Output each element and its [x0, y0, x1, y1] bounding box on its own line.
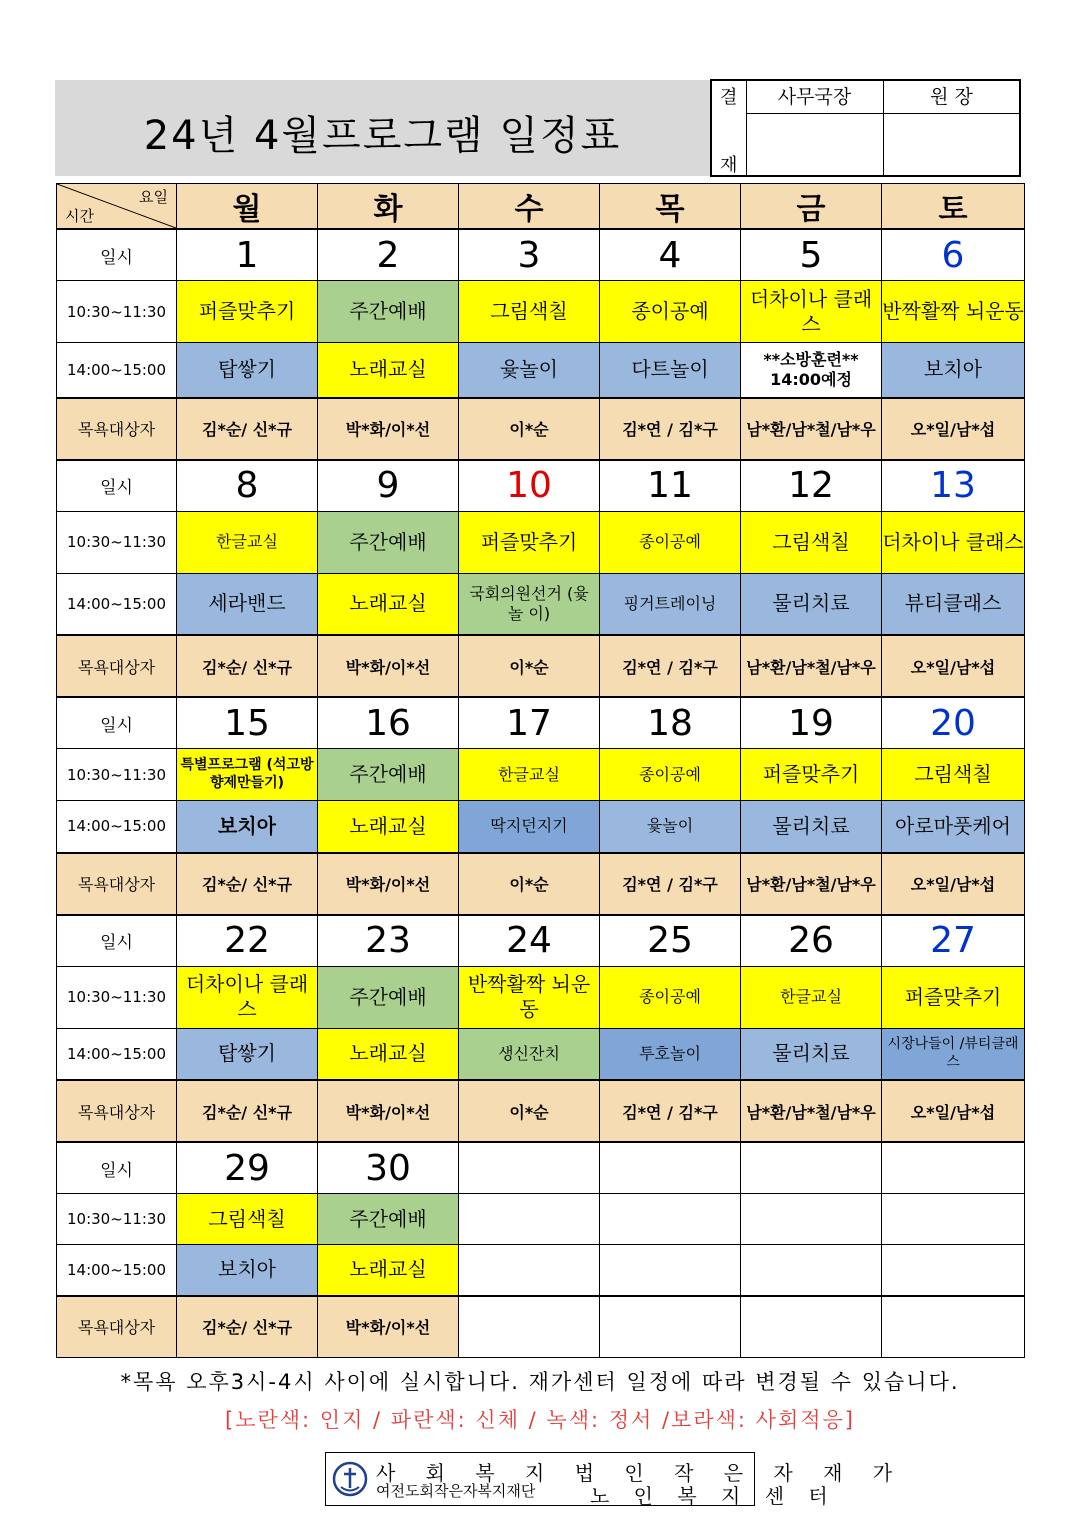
- bath-cell: 박*화/이*선: [318, 398, 459, 460]
- approval-label: [712, 81, 747, 175]
- activity-cell: [600, 1245, 741, 1296]
- activity-cell-notice: **소방훈련** 14:00예정: [741, 343, 882, 398]
- afternoon-row: [57, 343, 1025, 398]
- activity-cell: 딱지던지기: [459, 801, 600, 853]
- activity-cell: 더차이나 클래스: [882, 511, 1025, 573]
- bath-cell: 남*환/남*철/남*우: [741, 853, 882, 915]
- approval-label-top: 결: [720, 87, 738, 108]
- activity-cell: 노래교실: [318, 1245, 459, 1296]
- activity-cell: 그림색칠: [177, 1194, 318, 1245]
- day-header-fri: 금: [741, 184, 882, 230]
- activity-cell: 그림색칠: [741, 511, 882, 573]
- date-row: [57, 1142, 1025, 1194]
- activity-cell: 반짝활짝 뇌운동: [459, 966, 600, 1028]
- activity-cell: 탑쌓기: [177, 343, 318, 398]
- corner-cell: [57, 184, 177, 230]
- date-cell: 17: [459, 697, 600, 749]
- day-header-mon: 월: [177, 184, 318, 230]
- date-cell: 30: [318, 1142, 459, 1194]
- date-cell-saturday: 20: [882, 697, 1025, 749]
- activity-cell: 윷놀이: [459, 343, 600, 398]
- date-cell: 26: [741, 915, 882, 967]
- morning-row: [57, 966, 1025, 1028]
- activity-cell: [882, 1245, 1025, 1296]
- activity-cell: 주간예배: [318, 966, 459, 1028]
- date-row: [57, 697, 1025, 749]
- footer-line-2: 여전도회작은자복지재단: [376, 1482, 536, 1500]
- day-header-tue: 화: [318, 184, 459, 230]
- bath-cell: 김*순/ 신*규: [177, 1080, 318, 1142]
- activity-cell: 보치아: [177, 801, 318, 853]
- bath-cell-empty: [459, 1296, 600, 1358]
- bath-cell: 오*일/남*섭: [882, 853, 1025, 915]
- bath-cell: 박*화/이*선: [318, 1296, 459, 1358]
- activity-cell: 더차이나 클래스: [741, 281, 882, 343]
- bath-cell: 김*연 / 김*구: [600, 853, 741, 915]
- activity-cell: 한글교실: [741, 966, 882, 1028]
- approval-col-director: 사무국장: [746, 81, 884, 114]
- bath-cell: 김*순/ 신*규: [177, 635, 318, 697]
- activity-cell: 윷놀이: [600, 801, 741, 853]
- date-cell: 29: [177, 1142, 318, 1194]
- activity-cell: 한글교실: [459, 749, 600, 801]
- footer-line-3: 노 인 복 지 센 터: [590, 1484, 837, 1508]
- date-cell: 15: [177, 697, 318, 749]
- activity-cell: 물리치료: [741, 1028, 882, 1080]
- bath-cell-empty: [882, 1296, 1025, 1358]
- weekday-header-row: [57, 184, 1025, 230]
- bath-row: [57, 398, 1025, 460]
- day-header-sat: 토: [882, 184, 1025, 230]
- date-cell-saturday: 13: [882, 460, 1025, 512]
- date-cell: 16: [318, 697, 459, 749]
- organization-footer: [325, 1452, 905, 1508]
- bath-cell: 이*순: [459, 635, 600, 697]
- bath-cell: 김*순/ 신*규: [177, 853, 318, 915]
- date-row: [57, 460, 1025, 512]
- activity-cell: [600, 1194, 741, 1245]
- activity-cell: 물리치료: [741, 573, 882, 635]
- activity-cell: 세라밴드: [177, 573, 318, 635]
- bath-cell: 김*순/ 신*규: [177, 398, 318, 460]
- activity-cell: 노래교실: [318, 801, 459, 853]
- morning-row: [57, 281, 1025, 343]
- activity-cell: [882, 1194, 1025, 1245]
- activity-cell: 퍼즐맞추기: [741, 749, 882, 801]
- activity-cell: 종이공예: [600, 281, 741, 343]
- afternoon-row: [57, 1245, 1025, 1296]
- bath-cell: 오*일/남*섭: [882, 1080, 1025, 1142]
- date-cell: [600, 1142, 741, 1194]
- date-label: 일시: [57, 229, 177, 281]
- activity-cell: 노래교실: [318, 1028, 459, 1080]
- date-cell: [741, 1142, 882, 1194]
- time-label-afternoon: 14:00~15:00: [57, 573, 177, 635]
- bath-label: 목욕대상자: [57, 853, 177, 915]
- activity-cell: 보치아: [882, 343, 1025, 398]
- activity-cell: 생신잔치: [459, 1028, 600, 1080]
- date-row: [57, 915, 1025, 967]
- bath-cell: 오*일/남*섭: [882, 398, 1025, 460]
- activity-cell: 퍼즐맞추기: [459, 511, 600, 573]
- approval-box: [710, 79, 1021, 177]
- activity-cell: 핑거트레이닝: [600, 573, 741, 635]
- time-label-morning: 10:30~11:30: [57, 966, 177, 1028]
- activity-cell: 그림색칠: [459, 281, 600, 343]
- afternoon-row: [57, 801, 1025, 853]
- activity-cell: 탑쌓기: [177, 1028, 318, 1080]
- time-label-afternoon: 14:00~15:00: [57, 801, 177, 853]
- time-label-morning: 10:30~11:30: [57, 511, 177, 573]
- activity-cell: 주간예배: [318, 281, 459, 343]
- morning-row: [57, 1194, 1025, 1245]
- bath-label: 목욕대상자: [57, 635, 177, 697]
- morning-row: [57, 511, 1025, 573]
- activity-cell: 투호놀이: [600, 1028, 741, 1080]
- date-cell: 8: [177, 460, 318, 512]
- time-label-afternoon: 14:00~15:00: [57, 343, 177, 398]
- date-cell: 4: [600, 229, 741, 281]
- date-cell-saturday: 27: [882, 915, 1025, 967]
- bath-cell: 박*화/이*선: [318, 1080, 459, 1142]
- date-label: 일시: [57, 915, 177, 967]
- bath-cell: 오*일/남*섭: [882, 635, 1025, 697]
- bath-cell: 박*화/이*선: [318, 635, 459, 697]
- activity-cell: 물리치료: [741, 801, 882, 853]
- bath-cell: 박*화/이*선: [318, 853, 459, 915]
- bath-cell: 김*순/ 신*규: [177, 1296, 318, 1358]
- date-cell: 18: [600, 697, 741, 749]
- activity-cell: 퍼즐맞추기: [177, 281, 318, 343]
- date-cell: 24: [459, 915, 600, 967]
- date-cell-holiday: 10: [459, 460, 600, 512]
- date-cell: 22: [177, 915, 318, 967]
- bath-cell-empty: [600, 1296, 741, 1358]
- date-label: 일시: [57, 697, 177, 749]
- time-label-morning: 10:30~11:30: [57, 281, 177, 343]
- date-cell-saturday: 6: [882, 229, 1025, 281]
- activity-cell: [741, 1245, 882, 1296]
- bath-label: 목욕대상자: [57, 1296, 177, 1358]
- time-label-morning: 10:30~11:30: [57, 749, 177, 801]
- afternoon-row: [57, 573, 1025, 635]
- date-label: 일시: [57, 460, 177, 512]
- bath-cell: 남*환/남*철/남*우: [741, 1080, 882, 1142]
- activity-cell: [459, 1194, 600, 1245]
- corner-time-label: 시간: [65, 207, 94, 225]
- morning-row: [57, 749, 1025, 801]
- approval-col-head: 원 장: [884, 81, 1019, 114]
- date-cell: 23: [318, 915, 459, 967]
- corner-day-label: 요일: [139, 188, 168, 206]
- time-label-afternoon: 14:00~15:00: [57, 1028, 177, 1080]
- activity-cell: 한글교실: [177, 511, 318, 573]
- activity-cell: 시장나들이 /뷰티클래스: [882, 1028, 1025, 1080]
- activity-cell: 노래교실: [318, 343, 459, 398]
- bath-cell: 김*연 / 김*구: [600, 398, 741, 460]
- date-cell: [882, 1142, 1025, 1194]
- date-cell: 1: [177, 229, 318, 281]
- activity-cell: 종이공예: [600, 749, 741, 801]
- activity-cell: 주간예배: [318, 511, 459, 573]
- activity-cell: 다트놀이: [600, 343, 741, 398]
- activity-cell: 보치아: [177, 1245, 318, 1296]
- color-legend-note: [노란색: 인지 / 파란색: 신체 / 녹색: 정서 /보라색: 사회적응]: [225, 1408, 855, 1432]
- activity-cell: 종이공예: [600, 966, 741, 1028]
- activity-cell: 반짝활짝 뇌운동: [882, 281, 1025, 343]
- title-band: [55, 80, 710, 176]
- date-cell: 12: [741, 460, 882, 512]
- date-cell: [459, 1142, 600, 1194]
- bath-cell: 남*환/남*철/남*우: [741, 398, 882, 460]
- activity-cell: 노래교실: [318, 573, 459, 635]
- activity-cell: 주간예배: [318, 749, 459, 801]
- bath-cell: 이*순: [459, 1080, 600, 1142]
- activity-cell: 뷰티클래스: [882, 573, 1025, 635]
- activity-cell: 주간예배: [318, 1194, 459, 1245]
- bath-cell-empty: [741, 1296, 882, 1358]
- bath-time-note: *목욕 오후3시-4시 사이에 실시합니다. 재가센터 일정에 따라 변경될 수 있습니다.: [120, 1370, 960, 1394]
- activity-cell: 더차이나 클래스: [177, 966, 318, 1028]
- day-header-wed: 수: [459, 184, 600, 230]
- page-title: 24년 4월프로그램 일정표: [143, 113, 622, 159]
- date-cell: 5: [741, 229, 882, 281]
- day-header-thu: 목: [600, 184, 741, 230]
- approval-label-bottom: 재: [720, 155, 738, 176]
- date-cell: 19: [741, 697, 882, 749]
- bath-cell: 이*순: [459, 853, 600, 915]
- afternoon-row: [57, 1028, 1025, 1080]
- activity-cell: 아로마풋케어: [882, 801, 1025, 853]
- bath-cell: 이*순: [459, 398, 600, 460]
- footer-line-1: 사 회 복 지 법 인 작 은 자 재 가: [376, 1461, 905, 1485]
- date-cell: 2: [318, 229, 459, 281]
- activity-cell: 퍼즐맞추기: [882, 966, 1025, 1028]
- bath-label: 목욕대상자: [57, 1080, 177, 1142]
- time-label-afternoon: 14:00~15:00: [57, 1245, 177, 1296]
- activity-cell: 종이공예: [600, 511, 741, 573]
- date-cell: 3: [459, 229, 600, 281]
- activity-cell: [459, 1245, 600, 1296]
- time-label-morning: 10:30~11:30: [57, 1194, 177, 1245]
- date-cell: 9: [318, 460, 459, 512]
- bath-row: [57, 635, 1025, 697]
- bath-label: 목욕대상자: [57, 398, 177, 460]
- activity-cell: 특별프로그램 (석고방향제만들기): [177, 749, 318, 801]
- bath-cell: 남*환/남*철/남*우: [741, 635, 882, 697]
- approval-divider: [883, 113, 884, 175]
- bath-row: [57, 1080, 1025, 1142]
- bath-row: [57, 1296, 1025, 1358]
- bath-cell: 김*연 / 김*구: [600, 635, 741, 697]
- activity-cell: [741, 1194, 882, 1245]
- activity-cell: 그림색칠: [882, 749, 1025, 801]
- date-label: 일시: [57, 1142, 177, 1194]
- organization-logo-icon: [332, 1461, 368, 1497]
- activity-cell: 국회의원선거 (윷 놀 이): [459, 573, 600, 635]
- date-cell: 25: [600, 915, 741, 967]
- bath-cell: 김*연 / 김*구: [600, 1080, 741, 1142]
- bath-row: [57, 853, 1025, 915]
- date-cell: 11: [600, 460, 741, 512]
- date-row: [57, 229, 1025, 281]
- schedule-table: [56, 183, 1025, 1358]
